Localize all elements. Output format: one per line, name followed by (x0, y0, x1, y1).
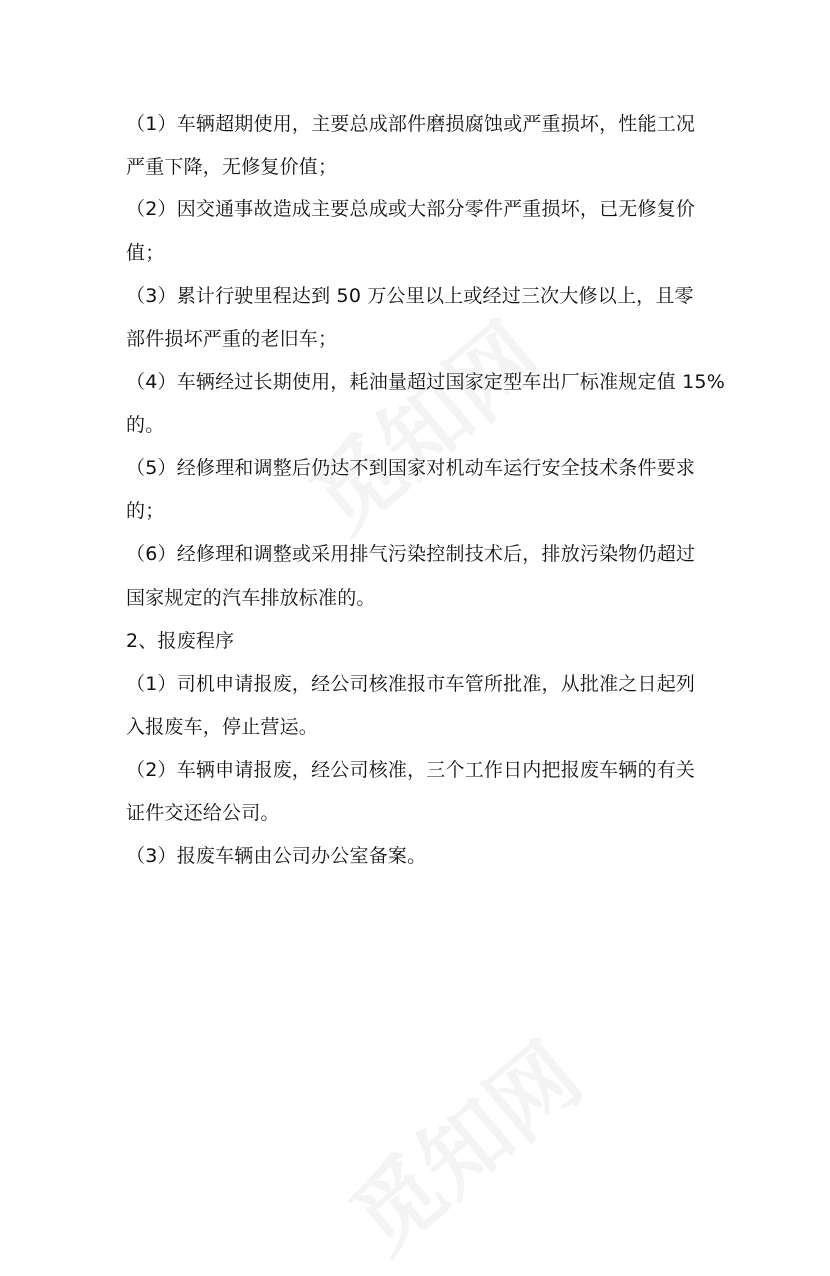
text-line: （1）车辆超期使用，主要总成部件磨损腐蚀或严重损坏，性能工况 (126, 113, 696, 135)
text-line: （2）车辆申请报废，经公司核准，三个工作日内把报废车辆的有关 (126, 759, 696, 781)
text-line: （3）报废车辆由公司办公室备案。 (126, 845, 427, 867)
text-line: （2）因交通事故造成主要总成或大部分零件严重损坏，已无修复价 (126, 198, 696, 220)
text-line: （5）经修理和调整后仍达不到国家对机动车运行安全技术条件要求 (126, 457, 696, 479)
text-line: 的。 (126, 414, 165, 436)
watermark (320, 1010, 603, 1276)
text-line: （1）司机申请报废，经公司核准报市车管所批准，从批准之日起列 (126, 673, 696, 695)
text-line: 严重下降，无修复价值； (126, 156, 338, 178)
text-line: （6）经修理和调整或采用排气污染控制技术后，排放污染物仍超过 (126, 543, 696, 565)
text-line: 国家规定的汽车排放标准的。 (126, 587, 376, 609)
text-line: 入报废车，停止营运。 (126, 716, 319, 738)
text-line: 证件交还给公司。 (126, 802, 280, 824)
text-line: 值； (126, 242, 165, 264)
section-heading: 2、报废程序 (126, 630, 235, 652)
text-line: 的； (126, 500, 165, 522)
text-line: （4）车辆经过长期使用，耗油量超过国家定型车出厂标准规定值 15% (126, 371, 725, 393)
text-line: 部件损坏严重的老旧车； (126, 328, 338, 350)
text-line: （3）累计行驶里程达到 50 万公里以上或经过三次大修以上，且零 (126, 285, 694, 307)
